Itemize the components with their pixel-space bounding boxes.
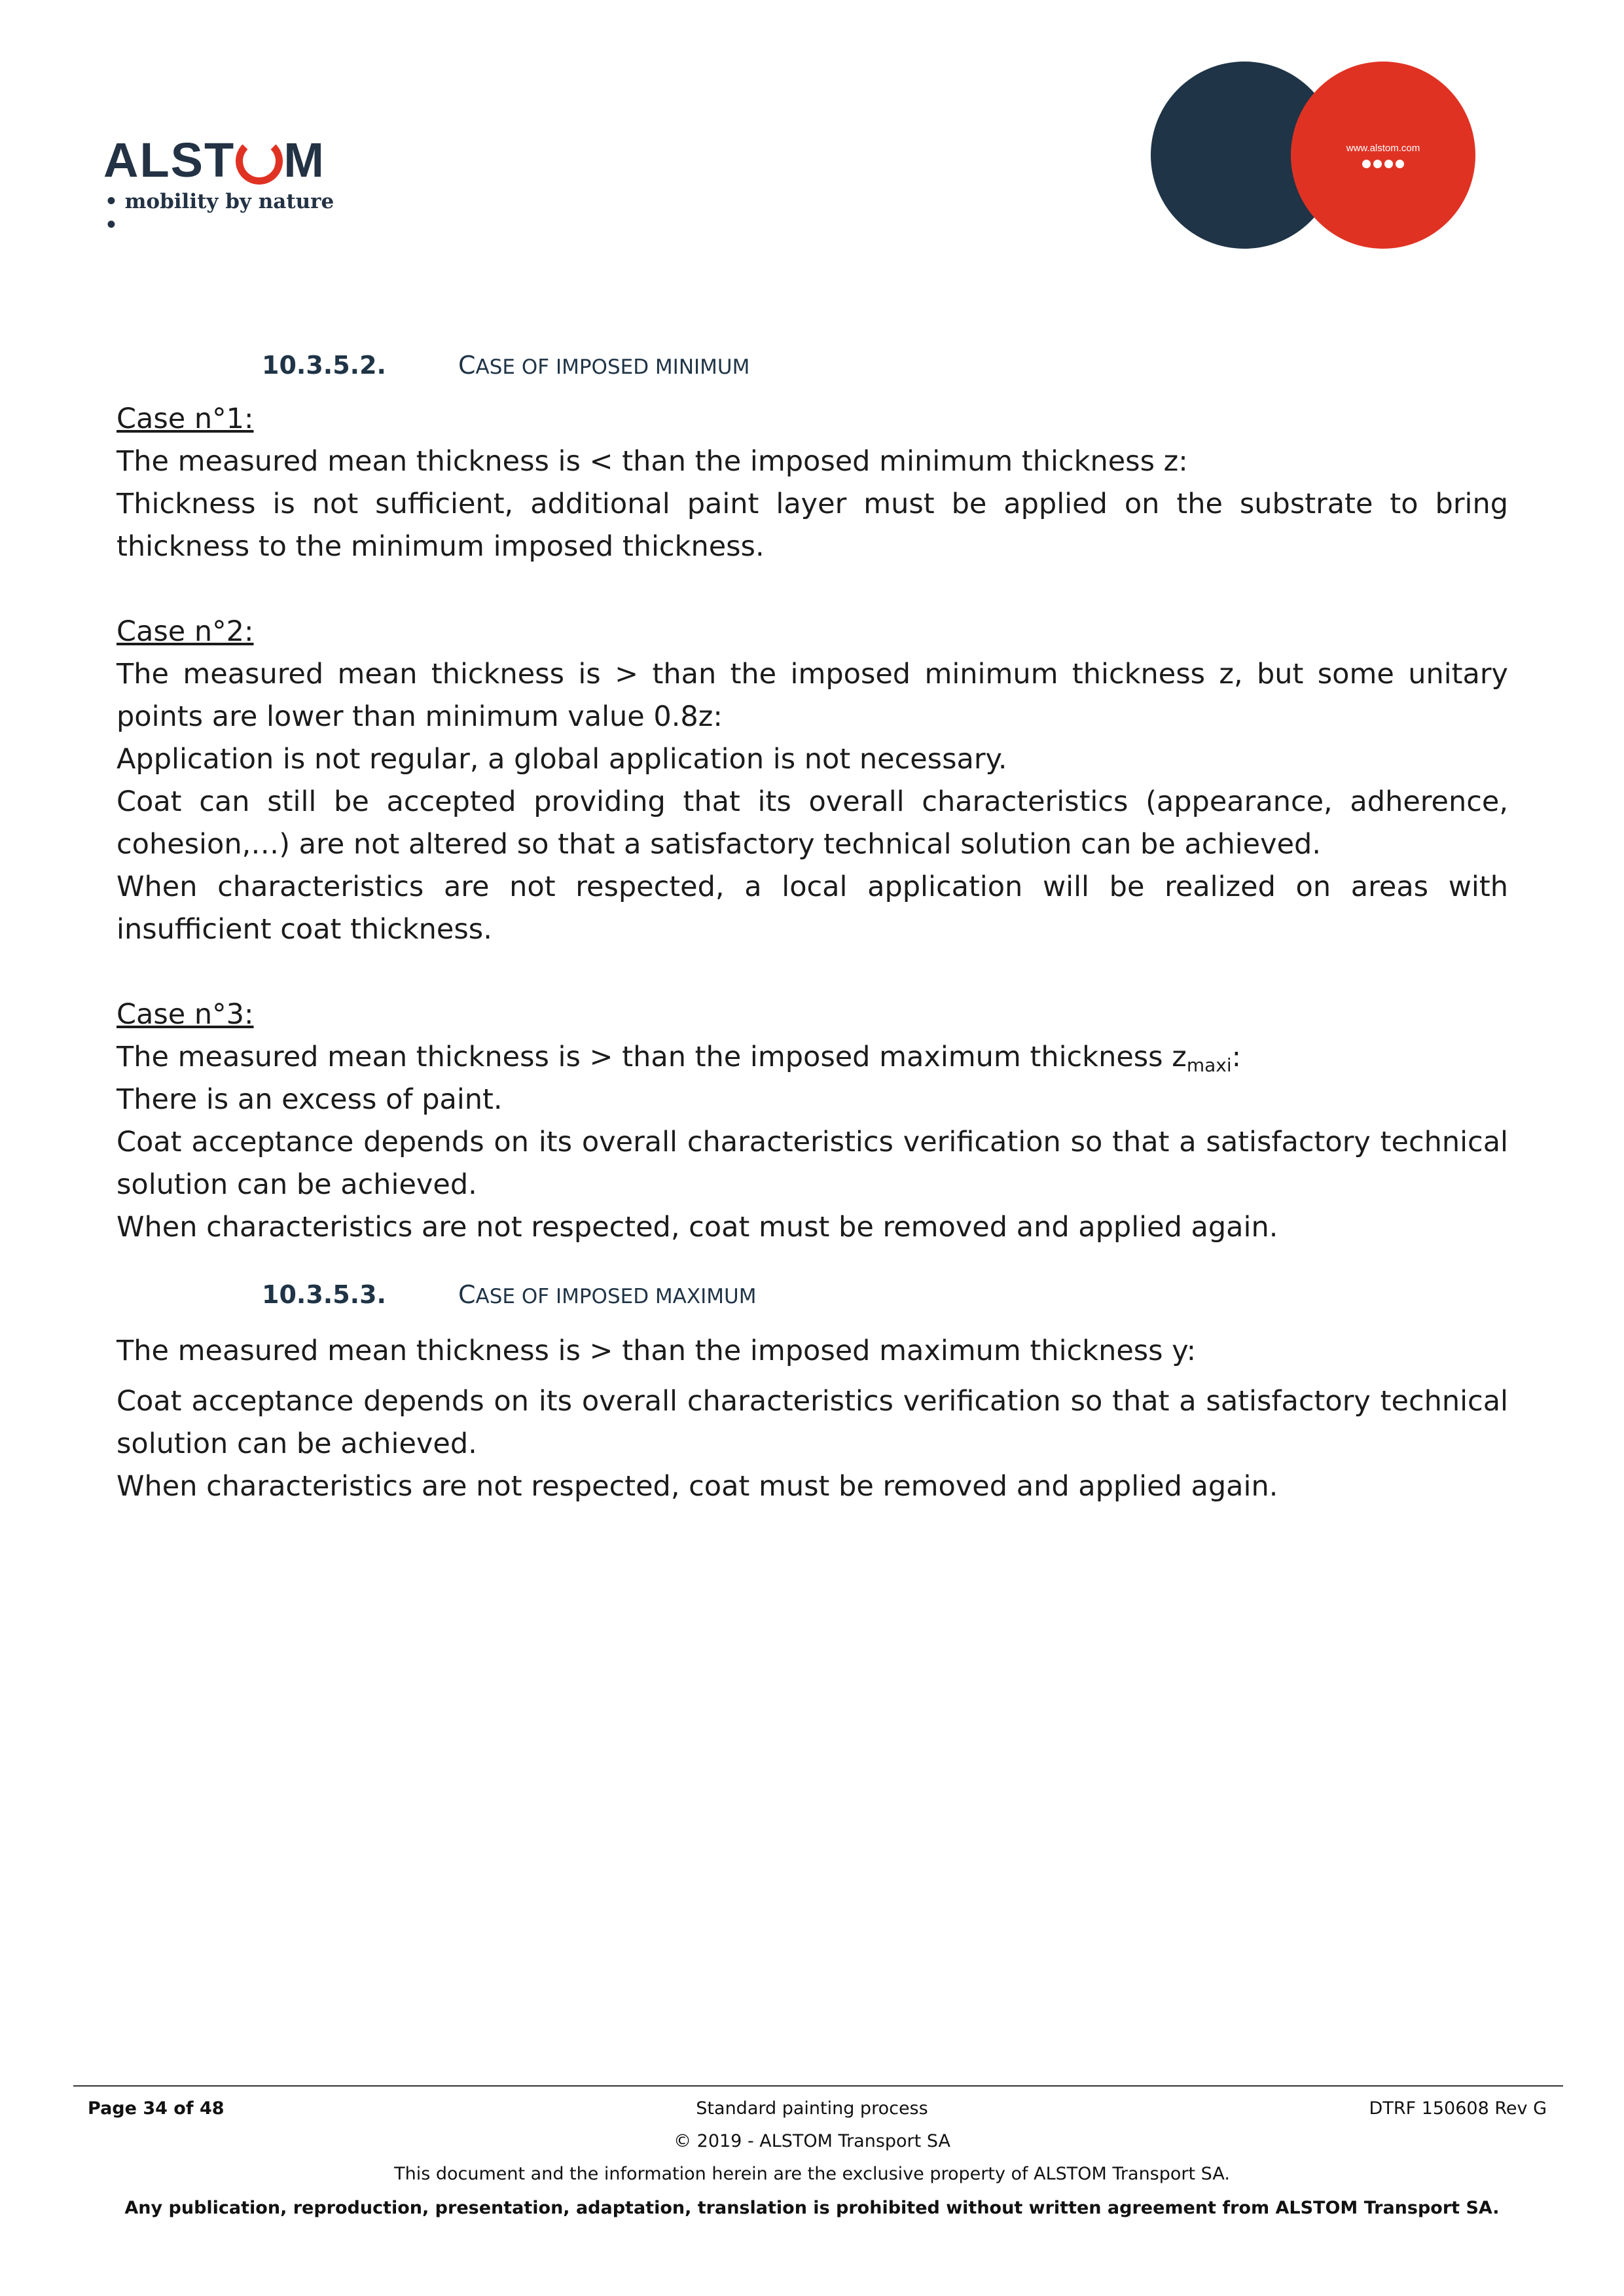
- brand-circles: [1151, 62, 1475, 249]
- social-icons: [1291, 158, 1475, 171]
- case3-line1-text: The measured mean thickness is > than the imposed maximum thickness z: [117, 1041, 1187, 1073]
- maximum-body: [117, 1330, 1508, 1508]
- case3-subscript: maxi: [1186, 1054, 1232, 1076]
- case3-line: [117, 1036, 1508, 1079]
- case1-line: The measured mean thickness is < than the imposed minimum thickness z:: [117, 445, 1188, 478]
- case3-line: When characteristics are not respected, coat must be removed and applied again.: [117, 1211, 1278, 1244]
- case3-line: Coat acceptance depends on its overall characteristics verification so that a satisfactory technical solution can be achieved.: [117, 1126, 1508, 1201]
- doc-title: Standard painting process: [696, 2098, 928, 2119]
- footer-rule: [73, 2085, 1563, 2087]
- section-title-initial: C: [458, 351, 476, 380]
- maximum-line: Coat acceptance depends on its overall characteristics verification so that a satisfactory technical solution can be achieved.: [117, 1385, 1508, 1460]
- minimum-body: [117, 398, 1508, 1249]
- section-heading-maximum: [262, 1280, 756, 1309]
- property-notice: This document and the information herein are the exclusive property of ALSTOM Transport SA.: [394, 2164, 1230, 2184]
- case3-label: Case n°3:: [117, 998, 254, 1031]
- section-number: 10.3.5.3.: [262, 1280, 386, 1309]
- alstom-logo: [103, 133, 339, 237]
- case3-line: There is an excess of paint.: [117, 1083, 503, 1116]
- facebook-icon[interactable]: [1362, 160, 1371, 168]
- twitter-icon[interactable]: [1373, 160, 1382, 168]
- website-link[interactable]: www.alstom.com: [1346, 143, 1420, 154]
- section-title-initial: C: [458, 1280, 476, 1309]
- case2-line: Coat can still be accepted providing that its overall characteristics (appearance, adherence, cohesion,…) are not altered so that a satisfactory technical solution can be achieved.: [117, 785, 1508, 861]
- case2-line: When characteristics are not respected, a local application will be realized on areas with insufficient coat thickness.: [117, 870, 1508, 946]
- case2-line: Application is not regular, a global application is not necessary.: [117, 743, 1007, 776]
- case2-line: The measured mean thickness is > than the imposed minimum thickness z, but some unitary points are lower than minimum value 0.8z:: [117, 658, 1508, 733]
- case2-label: Case n°2:: [117, 615, 254, 648]
- logo-text-a: ALST: [103, 133, 236, 187]
- case1-label: Case n°1:: [117, 403, 254, 435]
- prohibition-notice: Any publication, reproduction, presentation, adaptation, translation is prohibited without written agreement from ALSTOM Transport SA.: [124, 2198, 1500, 2218]
- maximum-line: When characteristics are not respected, coat must be removed and applied again.: [117, 1470, 1278, 1503]
- logo-wordmark: [103, 133, 339, 187]
- maximum-line: The measured mean thickness is > than the imposed maximum thickness y:: [117, 1335, 1197, 1367]
- section-number: 10.3.5.2.: [262, 351, 386, 380]
- copyright: © 2019 - ALSTOM Transport SA: [674, 2131, 950, 2151]
- linkedin-icon[interactable]: [1384, 160, 1393, 168]
- section-title: ASE OF IMPOSED MINIMUM: [475, 355, 750, 379]
- page-number: Page 34 of 48: [88, 2098, 225, 2119]
- logo-tagline: • mobility by nature •: [105, 190, 334, 237]
- doc-reference: DTRF 150608 Rev G: [1369, 2098, 1547, 2119]
- logo-text-b: M: [283, 133, 325, 187]
- logo-o-icon: [236, 137, 283, 185]
- case1-line: Thickness is not sufficient, additional paint layer must be applied on the substrate to bring thickness to the minimum imposed thickness.: [117, 488, 1508, 563]
- red-circle: [1291, 62, 1475, 249]
- youtube-icon[interactable]: [1396, 160, 1404, 168]
- section-heading-minimum: [262, 351, 749, 380]
- case3-line1-suffix: :: [1231, 1041, 1242, 1073]
- section-title: ASE OF IMPOSED MAXIMUM: [475, 1285, 757, 1308]
